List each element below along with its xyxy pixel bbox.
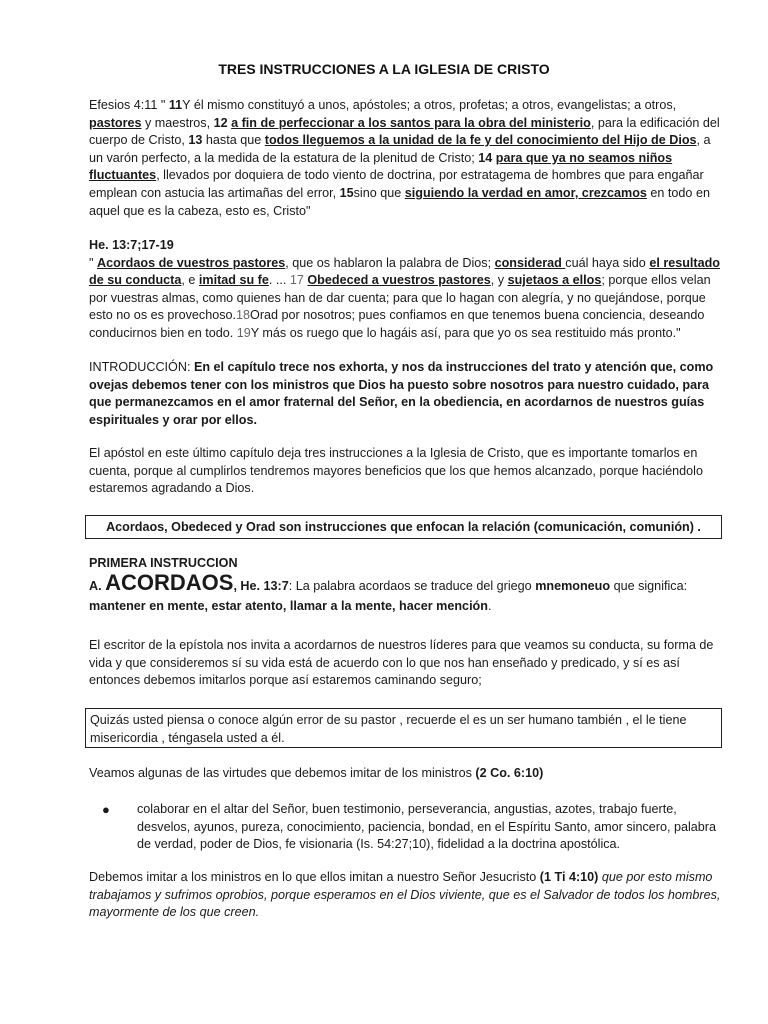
highlight-box-relacion — [85, 515, 722, 539]
intro-text: En el capítulo trece nos exhorta, y nos da instrucciones del trato y atención que, como ovejas debemos tener con los ministros que Dios ha puesto sobre nosotros para nuestro cuidado, para que permanezcamos en el amor fraternal del Señor, en la obediencia, en acordarnos de nuestros guías espirituales y orar por ellos. — [89, 360, 714, 427]
bullet-icon: ● — [102, 802, 110, 817]
acordaos-paragraph — [89, 570, 723, 616]
hebreos-text: ; porque ellos velan por vuestras almas, como quienes han de dar cuenta; para que lo hagan con alegría, y no quejándose, porque esto no os es provechoso. — [89, 273, 711, 323]
efesios-paragraph — [89, 97, 723, 220]
virtues-text: colaborar en el altar del Señor, buen testimonio, perseverancia, angustias, azotes, trabajo fuerte, desvelos, ayunos, pureza, conocimiento, paciencia, bondad, en el Espíritu Santo, amor sincero, palabra de verdad, poder de Dios, fe visionaria (Is. 54:27;10), fidelidad a la doctrina apostólica. — [137, 802, 716, 852]
verse-number: 19 — [236, 325, 251, 340]
emphasis-resultado: el resultado de su conducta — [89, 255, 720, 288]
efesios-text: Y él mismo constituyó a unos, apóstoles; a otros, profetas; a otros, evangelistas; a otros, — [182, 98, 677, 112]
hebreos-text: , y — [490, 273, 508, 288]
verse-number: 17 — [289, 273, 304, 288]
greek-word: mnemoneuo — [535, 579, 611, 593]
efesios-text: hasta que — [202, 133, 265, 148]
acordaos-text: . — [487, 599, 492, 613]
hebreos-text: cuál haya sido — [565, 255, 650, 270]
efesios-text: Efesios 4:11 " — [89, 98, 169, 112]
veamos-text: Veamos algunas de las virtudes que debemos imitar de los ministros — [89, 766, 476, 780]
hebreos-text: " — [89, 255, 97, 270]
veamos-paragraph — [89, 765, 723, 783]
hebreos-reference: He. 13:7;17-19 — [89, 238, 174, 252]
section-heading: PRIMERA INSTRUCCION — [89, 556, 238, 570]
item-letter: A. — [89, 579, 106, 593]
emphasis-obedeced: Obedeced a vuestros pastores — [307, 273, 491, 288]
intro-label: INTRODUCCIÓN: — [89, 360, 194, 374]
emphasis-fin: a fin de perfeccionar a los santos para la obra del ministerio — [231, 115, 591, 130]
emphasis-sujetaos: sujetaos a ellos — [507, 273, 602, 288]
efesios-text: , llevados por doquiera de todo viento de doctrina, por estratagema de hombres que para engañar emplean con astucia las artimañas del error, — [89, 168, 704, 200]
apostol-paragraph: El apóstol en este último capítulo deja tres instrucciones a la Iglesia de Cristo, que es importante tomarlos en cuenta, porque al cumplirlos tendremos mayores beneficios que los que hemos alcanzado, porque haciéndolo estaremos agradando a Dios. — [89, 446, 703, 496]
verse-number: 15 — [339, 185, 354, 200]
hebreos-text: Y más os ruego que lo hagáis así, para que yo os sea restituido más pronto." — [250, 325, 681, 340]
efesios-text: y maestros, — [141, 115, 214, 130]
efesios-text: , a un varón perfecto, a la medida de la estatura de la plenitud de Cristo; — [89, 133, 711, 165]
efesios-text: en todo en aquel que es la cabeza, esto es, Cristo" — [89, 185, 710, 218]
debemos-quote: que por esto mismo trabajamos y sufrimos oprobios, porque esperamos en el Dios viviente, que es el Salvador de todos los hombres, mayormente de los que creen. — [89, 870, 721, 920]
hebreos-text: , que os hablaron la palabra de Dios; — [285, 255, 495, 270]
acordaos-text: : La palabra acordaos se traduce del griego — [288, 579, 536, 593]
emphasis-pastores: pastores — [89, 115, 142, 130]
hebreos-text: . ... — [268, 273, 290, 288]
emphasis-imitad: imitad su fe — [198, 273, 269, 288]
emphasis-para: para que ya no seamos niños fluctuantes — [89, 150, 673, 183]
hebreos-text: , e — [181, 273, 199, 288]
verse-number: 18 — [236, 308, 251, 323]
efesios-text: sino que — [353, 185, 405, 200]
highlight-text: Acordaos, Obedeced y Orad son instrucciones que enfocan la relación (comunicación, comunión) . — [106, 520, 701, 534]
efesios-text: , para la edificación del cuerpo de Cristo, — [89, 115, 720, 148]
hebreos-paragraph — [89, 237, 723, 343]
debemos-paragraph — [89, 869, 723, 922]
page-title: TRES INSTRUCCIONES A LA IGLESIA DE CRISTO — [218, 61, 550, 77]
acordaos-text: que significa: — [610, 579, 688, 593]
verse-number: 12 — [213, 115, 228, 130]
acordaos-reference: , He. 13:7 — [233, 579, 289, 593]
note-text: Quizás usted piensa o conoce algún error de su pastor , recuerde el es un ser humano también , el le tiene misericordia , téngasela usted a él. — [90, 713, 687, 745]
emphasis-acordaos: Acordaos de vuestros pastores — [96, 255, 286, 270]
virtues-list-item — [102, 801, 725, 854]
emphasis-siguiendo: siguiendo la verdad en amor, crezcamos — [404, 185, 647, 200]
acordaos-meaning: mantener en mente, estar atento, llamar a la mente, hacer mención — [89, 599, 488, 613]
verse-number: 13 — [188, 133, 203, 148]
emphasis-todos: todos lleguemos a la unidad de la fe y del conocimiento del Hijo de Dios — [264, 133, 697, 148]
hebreos-text: Orad por nosotros; pues confiamos en que tenemos buena conciencia, deseando conducirnos bien en todo. — [89, 308, 705, 340]
escritor-paragraph: El escritor de la epístola nos invita a acordarnos de nuestros líderes para que veamos su conducta, su forma de vida y que consideremos sí su vida está de acuerdo con lo que nos han enseñado y predicado, y sí es así entonces debemos imitarlos porque así estaremos caminando seguro; — [89, 638, 714, 688]
note-box-pastor — [85, 708, 722, 748]
emphasis-considerad: considerad — [494, 255, 566, 270]
verse-number: 11 — [168, 98, 183, 112]
veamos-reference: (2 Co. 6:10) — [475, 766, 544, 780]
debemos-text: Debemos imitar a los ministros en lo que ellos imitan a nuestro Señor Jesucristo — [89, 870, 540, 884]
debemos-reference: (1 Ti 4:10) — [539, 870, 599, 884]
verse-number: 14 — [478, 150, 493, 165]
acordaos-heading: ACORDAOS — [105, 570, 234, 595]
intro-paragraph — [89, 359, 723, 429]
